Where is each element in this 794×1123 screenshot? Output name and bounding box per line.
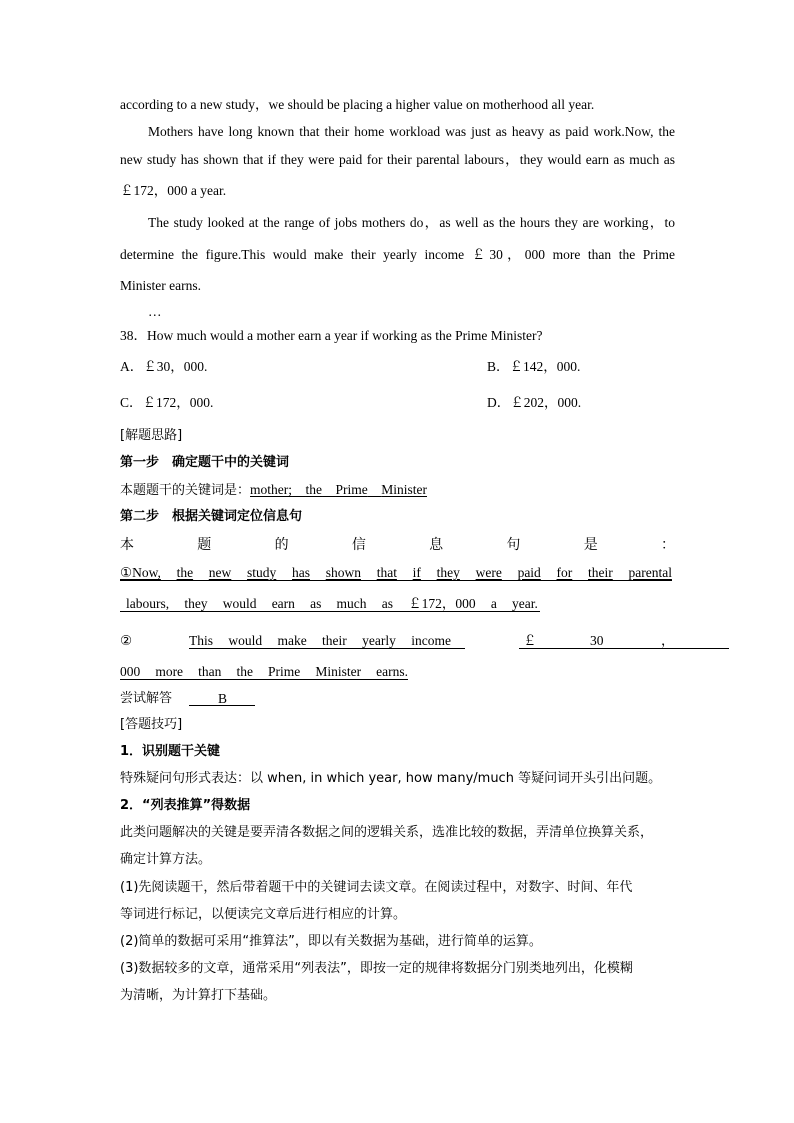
- passage-line: Minister earns.: [120, 278, 201, 293]
- info-sentence-2-line-2: [120, 664, 408, 680]
- answer-value: B: [218, 691, 228, 706]
- tip1-title: 1．识别题干关键: [120, 744, 221, 759]
- word: study: [247, 565, 277, 580]
- ellipsis: …: [148, 304, 162, 319]
- word: earn: [271, 596, 295, 611]
- tip2-body: 此类问题解决的关键是要弄清各数据之间的逻辑关系，选准比较的数据，弄清单位换算关系，: [120, 825, 654, 840]
- underline-rule: [120, 679, 408, 680]
- word: parental: [628, 565, 672, 580]
- word: year.: [512, 596, 538, 611]
- word: 000: [120, 664, 141, 679]
- word: they: [184, 596, 208, 611]
- option-a: A．￡30，000.: [120, 359, 208, 374]
- tip2-title: 2．“列表推算”得数据: [120, 798, 251, 813]
- info-label-char: 题: [197, 537, 212, 553]
- info-label: [120, 537, 675, 553]
- word: income: [411, 633, 451, 648]
- comma: ，: [661, 633, 675, 648]
- word: has: [292, 565, 310, 580]
- underline-rule: [189, 648, 465, 649]
- info-label-char: 句: [506, 537, 521, 553]
- word: much: [336, 596, 367, 611]
- word: would: [228, 633, 263, 648]
- word: shown: [325, 565, 361, 580]
- passage-line: new study has shown that if they were paid for their parental labours，they would earn as much as: [120, 152, 675, 167]
- word: for: [556, 565, 573, 580]
- info-label-char: ：: [660, 537, 675, 553]
- info-sentence-1-line-1: [120, 565, 672, 581]
- tip-item-1: (1)先阅读题干，然后带着题干中的关键词去读文章。在阅读过程中，对数字、时间、年代: [120, 880, 633, 895]
- passage-line: ￡172，000 a year.: [120, 183, 227, 198]
- word: as: [381, 596, 393, 611]
- answer-blank: [189, 705, 255, 706]
- word: were: [475, 565, 502, 580]
- word: Prime: [268, 664, 301, 679]
- passage-line: according to a new study，we should be placing a higher value on motherhood all year.: [120, 97, 595, 112]
- amount: 30: [590, 633, 604, 648]
- question-stem: 38．How much would a mother earn a year if working as the Prime Minister?: [120, 328, 543, 343]
- keyword: Minister: [381, 482, 428, 497]
- tip-item-3: (3)数据较多的文章，通常采用“列表法”，即按一定的规律将数据分门别类地列出，化模糊: [120, 961, 633, 976]
- tip2-body: 确定计算方法。: [120, 852, 212, 867]
- step2-title: [120, 509, 675, 525]
- passage-line: Mothers have long known that their home workload was just as heavy as paid work.Now, the: [148, 124, 675, 139]
- word: as: [310, 596, 322, 611]
- info-label-char: 是: [583, 537, 598, 553]
- keywords-underlined: [250, 482, 427, 497]
- info-label-char: 的: [274, 537, 289, 553]
- tip-item-3: 为清晰，为计算打下基础。: [120, 988, 277, 1003]
- try-label: 尝试解答: [120, 691, 173, 706]
- word: Minister: [315, 664, 362, 679]
- word: a: [490, 596, 497, 611]
- sentence-2-number: ②: [120, 633, 133, 648]
- word: their: [588, 565, 613, 580]
- option-d: D．￡202，000.: [487, 395, 582, 410]
- word: would: [222, 596, 257, 611]
- info-label-char: 本: [120, 537, 134, 553]
- word: ①Now,: [120, 565, 161, 580]
- word: the: [176, 565, 194, 580]
- info-sentence-2-line-1: [189, 633, 451, 649]
- option-b: B．￡142，000.: [487, 359, 581, 374]
- word: yearly: [362, 633, 396, 648]
- info-label-char: 信: [351, 537, 366, 553]
- step1-title-text: 第一步 确定题干中的关键词: [120, 455, 290, 470]
- word: make: [277, 633, 307, 648]
- keyword: mother;: [250, 482, 293, 497]
- tip1-body: 特殊疑问句形式表达：以 when, in which year, how many/much 等疑问词开头引出问题。: [120, 771, 662, 786]
- keywords-prefix: 本题题干的关键词是：: [120, 483, 251, 498]
- word: that: [376, 565, 397, 580]
- tips-heading: [答题技巧]: [120, 717, 183, 732]
- word: new: [208, 565, 232, 580]
- tip-item-1: 等词进行标记，以便读完文章后进行相应的计算。: [120, 907, 407, 922]
- tip-item-2: (2)简单的数据可采用“推算法”，即以有关数据为基础，进行简单的运算。: [120, 934, 542, 949]
- passage-line: The study looked at the range of jobs mothers do，as well as the hours they are working，to: [148, 215, 675, 230]
- word: This: [189, 633, 214, 648]
- currency-sign: ￡: [523, 633, 537, 648]
- word: than: [198, 664, 222, 679]
- word: their: [322, 633, 347, 648]
- word: labours,: [126, 596, 170, 611]
- word: they: [436, 565, 460, 580]
- word: paid: [517, 565, 541, 580]
- option-c: C．￡172，000.: [120, 395, 214, 410]
- underline-rule: [120, 580, 672, 581]
- info-sentence-1-line-2: [126, 596, 538, 612]
- word: more: [155, 664, 184, 679]
- keyword: the: [305, 482, 323, 497]
- word: if: [412, 565, 421, 580]
- word: the: [236, 664, 253, 679]
- keywords-line: [120, 482, 675, 499]
- passage-line: determine the figure.This would make their yearly income ￡30，000 more than the Prime: [120, 247, 675, 262]
- step2-title-text: 第二步 根据关键词定位信息句: [120, 509, 303, 524]
- word: ￡172，000: [408, 596, 476, 611]
- info-label-char: 息: [429, 537, 444, 553]
- underline-rule: [519, 648, 729, 649]
- analysis-heading: [解题思路]: [120, 428, 183, 443]
- word: earns.: [376, 664, 408, 679]
- step1-title: [120, 455, 675, 471]
- underline-rule: [120, 611, 540, 612]
- keyword: Prime: [335, 482, 368, 497]
